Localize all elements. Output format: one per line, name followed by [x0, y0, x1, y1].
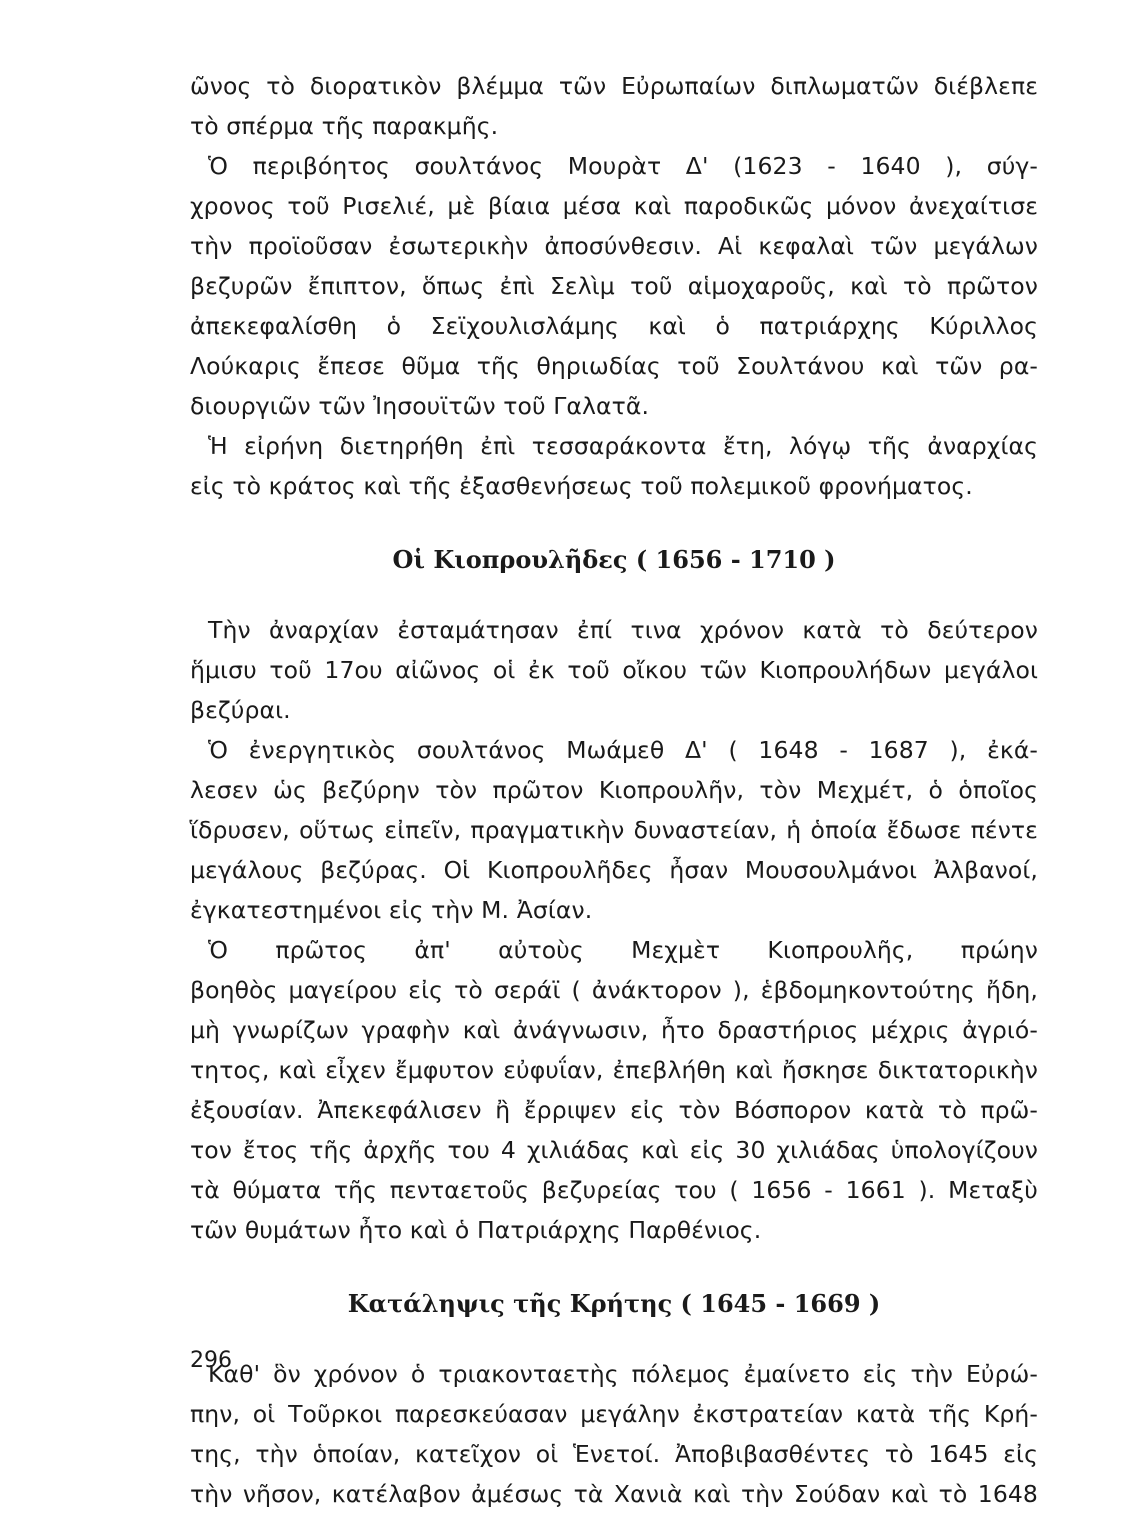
spacer	[190, 1250, 1038, 1284]
text-line: λεσεν ὡς βεζύρην τὸν πρῶτον Κιοπρουλῆν, τὸν Μεχμέτ, ὁ ὁποῖος	[190, 776, 1038, 804]
text-line: βεζυρῶν ἔπιπτον, ὅπως ἐπὶ Σελὶμ τοῦ αἱμοχαροῦς, καὶ τὸ πρῶτον	[190, 272, 1038, 300]
text-line: τὴν νῆσον, κατέλαβον ἀμέσως τὰ Χανιὰ καὶ τὴν Σούδαν καὶ τὸ 1648	[190, 1480, 1038, 1508]
text-line: βεζύραι.	[190, 696, 291, 724]
text-line: ἀπεκεφαλίσθη ὁ Σεϊχουλισλάμης καὶ ὁ πατριάρχης Κύριλλος	[190, 312, 1038, 340]
text-line: διουργιῶν τῶν Ἰησουϊτῶν τοῦ Γαλατᾶ.	[190, 392, 650, 420]
text-line: μὴ γνωρίζων γραφὴν καὶ ἀνάγνωσιν, ἦτο δραστήριος μέχρις ἀγριό-	[190, 1016, 1038, 1044]
text-line: Ὁ περιβόητος σουλτάνος Μουρὰτ Δ' (1623 - 1640 ), σύγ-	[208, 152, 1038, 180]
text-line: ἥμισυ τοῦ 17ου αἰῶνος οἱ ἐκ τοῦ οἴκου τῶν Κιοπρουλήδων μεγάλοι	[190, 656, 1038, 684]
text-line: Ὁ ἐνεργητικὸς σουλτάνος Μωάμεθ Δ' ( 1648 - 1687 ), ἐκά-	[208, 736, 1038, 764]
text-line: Ἡ εἰρήνη διετηρήθη ἐπὶ τεσσαράκοντα ἔτη, λόγῳ τῆς ἀναρχίας	[208, 432, 1038, 460]
text-line: Καθ' ὃν χρόνον ὁ τριακονταετὴς πόλεμος ἐμαίνετο εἰς τὴν Εὐρώ-	[208, 1360, 1038, 1388]
spacer	[190, 1324, 1038, 1354]
text-line: μεγάλους βεζύρας. Οἱ Κιοπρουλῆδες ἦσαν Μουσουλμάνοι Ἀλβανοί,	[190, 856, 1038, 884]
text-line: χρονος τοῦ Ρισελιέ, μὲ βίαια μέσα καὶ παροδικῶς μόνον ἀνεχαίτισε	[190, 192, 1038, 220]
section-ottoman-decline	[190, 66, 1038, 506]
text-line: πην, οἱ Τοῦρκοι παρεσκεύασαν μεγάλην ἐκστρατείαν κατὰ τῆς Κρή-	[190, 1400, 1038, 1428]
text-line: τητος, καὶ εἶχεν ἔμφυτον εὐφυΐαν, ἐπεβλήθη καὶ ἤσκησε δικτατορικὴν	[190, 1056, 1038, 1084]
text-line: τῶν θυμάτων ἦτο καὶ ὁ Πατριάρχης Παρθένιος.	[190, 1216, 762, 1244]
text-line: ἐξουσίαν. Ἀπεκεφάλισεν ἢ ἔρριψεν εἰς τὸν Βόσπορον κατὰ τὸ πρῶ-	[190, 1096, 1038, 1124]
text-line: τὴν προϊοῦσαν ἐσωτερικὴν ἀποσύνθεσιν. Αἱ κεφαλαὶ τῶν μεγάλων	[190, 232, 1038, 260]
text-line: τον ἔτος τῆς ἀρχῆς του 4 χιλιάδας καὶ εἰς 30 χιλιάδας ὑπολογίζουν	[190, 1136, 1038, 1164]
text-line: ῶνος τὸ διορατικὸν βλέμμα τῶν Εὐρωπαίων διπλωματῶν διέβλεπε	[190, 72, 1038, 100]
text-line: τὸ σπέρμα τῆς παρακμῆς.	[190, 112, 499, 140]
section-heading-crete: Κατάληψις τῆς Κρήτης ( 1645 - 1669 )	[347, 1289, 881, 1318]
text-line: ἵδρυσεν, οὕτως εἰπεῖν, πραγματικὴν δυναστείαν, ἡ ὁποία ἔδωσε πέντε	[190, 816, 1038, 844]
text-line: της, τὴν ὁποίαν, κατεῖχον οἱ Ἑνετοί. Ἀποβιβασθέντες τὸ 1645 εἰς	[190, 1440, 1038, 1468]
text-line: ἐγκατεστημένοι εἰς τὴν Μ. Ἀσίαν.	[190, 896, 593, 924]
text-line: τὰ θύματα τῆς πενταετοῦς βεζυρείας του ( 1656 - 1661 ). Μεταξὺ	[190, 1176, 1038, 1204]
section-heading-kiopruludes: Οἱ Κιοπρουλῆδες ( 1656 - 1710 )	[392, 545, 836, 574]
spacer	[190, 506, 1038, 540]
text-line: Ὁ πρῶτος ἀπ' αὐτοὺς Μεχμὲτ Κιοπρουλῆς, πρώην	[208, 936, 1038, 964]
section-kiopruludes	[190, 610, 1038, 1250]
spacer	[190, 580, 1038, 610]
text-line: βοηθὸς μαγείρου εἰς τὸ σεράϊ ( ἀνάκτορον ), ἑβδομηκοντούτης ἤδη,	[190, 976, 1038, 1004]
section-crete	[190, 1354, 1038, 1514]
text-column	[190, 66, 1038, 1514]
page-number: 296	[190, 1348, 232, 1373]
text-line: εἰς τὸ κράτος καὶ τῆς ἐξασθενήσεως τοῦ πολεμικοῦ φρονήματος.	[190, 472, 973, 500]
text-line: Τὴν ἀναρχίαν ἐσταμάτησαν ἐπί τινα χρόνον κατὰ τὸ δεύτερον	[208, 616, 1038, 644]
text-line: Λούκαρις ἔπεσε θῦμα τῆς θηριωδίας τοῦ Σουλτάνου καὶ τῶν ρα-	[190, 352, 1038, 380]
